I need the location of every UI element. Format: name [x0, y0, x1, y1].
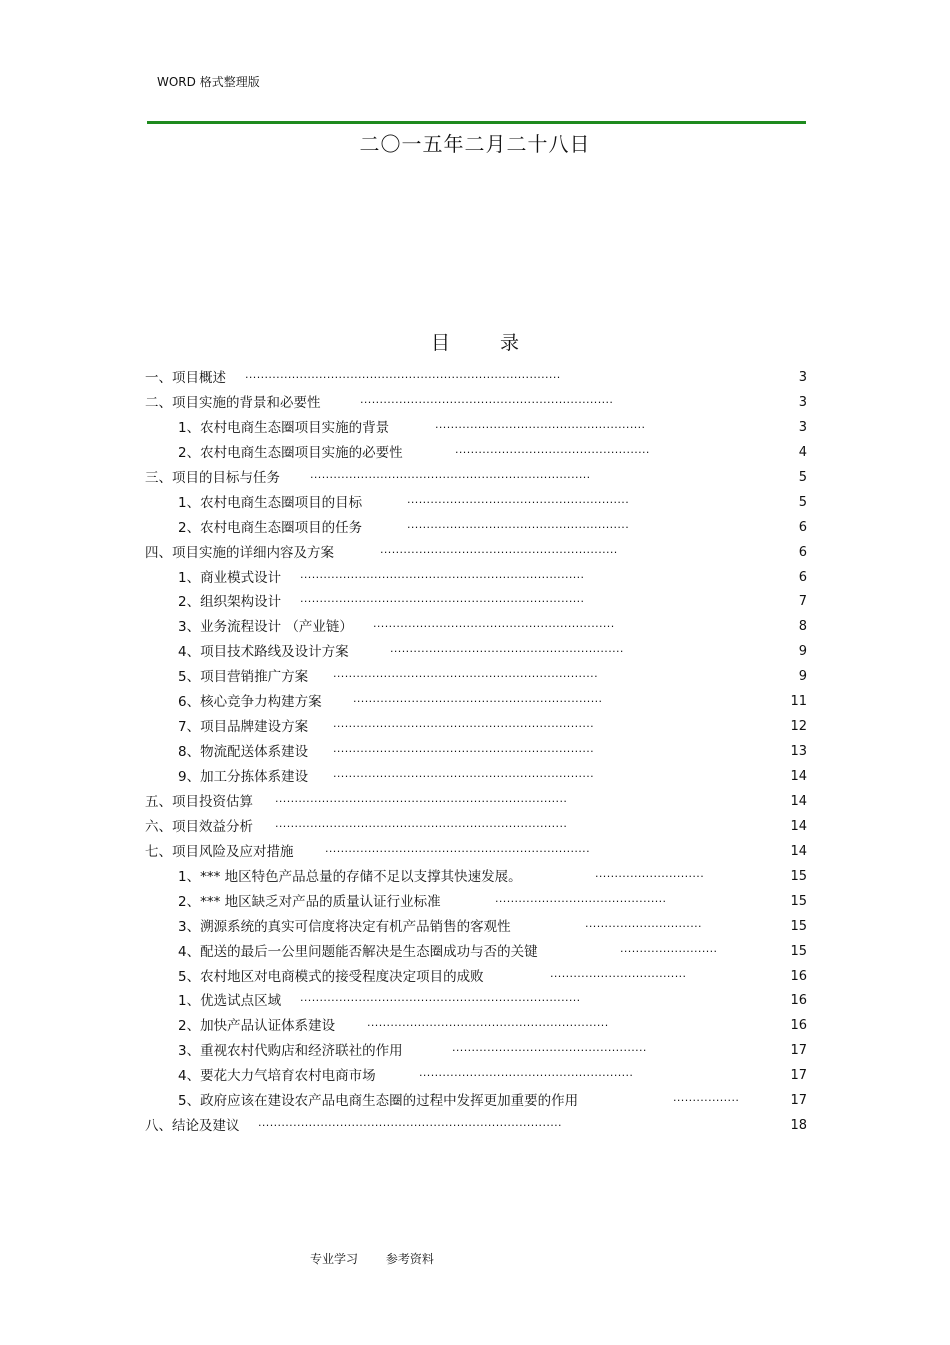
- toc-entry-label: 2、农村电商生态圈项目的任务: [178, 519, 363, 536]
- toc-entry-page: 5: [798, 469, 807, 485]
- toc-entry-page: 14: [790, 818, 807, 834]
- toc-title: 目 录: [430, 332, 520, 354]
- dot-leader: ...................................................................: [333, 742, 595, 756]
- toc-entry-page: 16: [790, 1018, 807, 1034]
- toc-entry-label: 2、加快产品认证体系建设: [178, 1018, 336, 1035]
- toc-entry-page: 14: [790, 793, 807, 809]
- toc-entry-label: 6、核心竞争力构建方案: [178, 694, 322, 711]
- toc-entry-label: 1、优选试点区域: [178, 993, 282, 1010]
- toc-entry-page: 14: [790, 769, 807, 784]
- toc-entry-label: 1、商业模式设计: [178, 569, 282, 586]
- toc-entry-page: 11: [790, 694, 807, 710]
- toc-entry-label: 1、农村电商生态圈项目的目标: [178, 494, 363, 511]
- toc-entry-page: 9: [798, 669, 807, 685]
- toc-entry-label: 5、农村地区对电商模式的接受程度决定项目的成败: [178, 968, 484, 985]
- toc-entry-page: 8: [798, 619, 807, 635]
- toc-entry-page: 6: [798, 519, 807, 535]
- header-rule: [147, 121, 806, 124]
- dot-leader: ............................................................: [390, 642, 624, 656]
- dot-leader: ........................................................................: [310, 467, 591, 481]
- toc-entry-label: 三、项目的目标与任务: [145, 469, 280, 486]
- toc-entry-label: 八、结论及建议: [145, 1118, 240, 1135]
- dot-leader: ................................................................: [353, 692, 603, 706]
- toc-entry-page: 3: [798, 370, 807, 385]
- toc-entry-page: 15: [790, 943, 807, 959]
- toc-entry-label: 5、项目营销推广方案: [178, 669, 309, 686]
- dot-leader: .............................................................: [380, 542, 618, 556]
- toc-entry[interactable]: [145, 840, 807, 865]
- toc-entry-page: 15: [790, 918, 807, 934]
- toc-entry[interactable]: [145, 865, 807, 890]
- toc-entry-page: 12: [790, 719, 807, 735]
- toc-entry-label: 3、业务流程设计 （产业链）: [178, 619, 353, 636]
- toc-entry-page: 17: [790, 1068, 807, 1084]
- toc-entry-label: 1、农村电商生态圈项目实施的背景: [178, 419, 390, 436]
- dot-leader: .........................................................................: [300, 567, 585, 581]
- dot-leader: ......................................................: [435, 417, 646, 431]
- toc-entry-label: 一、项目概述: [145, 370, 226, 386]
- toc-entry-label: 六、项目效益分析: [145, 818, 253, 835]
- toc-entry-label: 4、要花大力气培育农村电商市场: [178, 1068, 376, 1085]
- toc-entry-page: 3: [798, 419, 807, 435]
- dot-leader: ...................................................................: [333, 717, 595, 731]
- toc-entry[interactable]: [145, 1114, 807, 1139]
- toc-entry-page: 13: [790, 744, 807, 760]
- toc-entry-label: 7、项目品牌建设方案: [178, 719, 309, 736]
- toc-entry-label: 2、*** 地区缺乏对产品的质量认证行业标准: [178, 893, 441, 910]
- toc-entry[interactable]: [145, 890, 807, 915]
- toc-entry-page: 6: [798, 544, 807, 560]
- toc-entry-page: 15: [790, 868, 807, 884]
- toc-entry-label: 七、项目风险及应对措施: [145, 843, 294, 860]
- dot-leader: ...................................: [550, 966, 687, 980]
- dot-leader: .........................: [620, 941, 718, 955]
- toc-entry-label: 8、物流配送体系建设: [178, 744, 309, 761]
- dot-leader: ....................................................................: [333, 667, 598, 681]
- dot-leader: ..................................................: [455, 442, 650, 456]
- dot-leader: .................................................................................: [245, 368, 561, 381]
- toc-entry-page: 16: [790, 993, 807, 1009]
- table-of-contents: [145, 366, 807, 1139]
- dot-leader: ...........................................................................: [275, 816, 568, 830]
- dot-leader: ..............................................................: [373, 617, 615, 631]
- toc-entry[interactable]: [145, 940, 807, 965]
- toc-entry-page: 16: [790, 968, 807, 984]
- toc-entry-page: 9: [798, 644, 807, 660]
- toc-entry-page: 14: [790, 843, 807, 859]
- dot-leader: .........................................................: [407, 492, 630, 506]
- dot-leader: .................: [673, 1091, 740, 1105]
- toc-entry-page: 15: [790, 893, 807, 909]
- toc-entry-page: 7: [798, 594, 807, 610]
- toc-entry-label: 2、农村电商生态圈项目实施的必要性: [178, 444, 403, 461]
- toc-entry-page: 4: [798, 444, 807, 460]
- dot-leader: ....................................................................: [325, 841, 590, 855]
- toc-entry-page: 5: [798, 494, 807, 510]
- dot-leader: ..............................................................: [367, 1016, 609, 1030]
- dot-leader: ..................................................: [452, 1041, 647, 1055]
- dot-leader: ..............................................................................: [258, 1116, 562, 1130]
- toc-entry-label: 9、加工分拣体系建设: [178, 769, 309, 785]
- toc-entry-page: 3: [798, 394, 807, 410]
- date-line: 二〇一五年二月二十八日: [359, 132, 591, 156]
- toc-entry-label: 五、项目投资估算: [145, 793, 253, 810]
- toc-entry[interactable]: [145, 915, 807, 940]
- header-label: WORD 格式整理版: [157, 75, 260, 89]
- dot-leader: ..............................: [585, 916, 702, 930]
- dot-leader: .......................................................: [419, 1066, 634, 1080]
- toc-entry-page: 17: [790, 1043, 807, 1059]
- page-footer: 专业学习 参考资料: [310, 1252, 434, 1266]
- toc-entry-page: 6: [798, 569, 807, 585]
- toc-entry-label: 3、溯源系统的真实可信度将决定有机产品销售的客观性: [178, 918, 511, 935]
- dot-leader: ...........................................................................: [275, 791, 568, 805]
- dot-leader: .................................................................: [360, 392, 614, 406]
- toc-entry-label: 二、项目实施的背景和必要性: [145, 394, 321, 411]
- dot-leader: .........................................................: [407, 517, 630, 531]
- toc-entry-label: 3、重视农村代购店和经济联社的作用: [178, 1043, 403, 1060]
- toc-entry-label: 2、组织架构设计: [178, 594, 282, 611]
- toc-entry-label: 四、项目实施的详细内容及方案: [145, 544, 334, 561]
- dot-leader: .........................................................................: [300, 592, 585, 606]
- toc-entry-label: 5、政府应该在建设农产品电商生态圈的过程中发挥更加重要的作用: [178, 1093, 579, 1110]
- dot-leader: ............................: [595, 866, 705, 880]
- toc-entry-page: 18: [790, 1118, 807, 1134]
- toc-entry-label: 1、*** 地区特色产品总量的存储不足以支撑其快速发展。: [178, 868, 522, 885]
- toc-entry-label: 4、项目技术路线及设计方案: [178, 644, 349, 661]
- dot-leader: ........................................................................: [300, 991, 581, 1005]
- dot-leader: ...................................................................: [333, 767, 595, 780]
- toc-entry-label: 4、配送的最后一公里问题能否解决是生态圈成功与否的关键: [178, 943, 538, 960]
- toc-entry-page: 17: [790, 1093, 807, 1109]
- dot-leader: ............................................: [495, 891, 667, 905]
